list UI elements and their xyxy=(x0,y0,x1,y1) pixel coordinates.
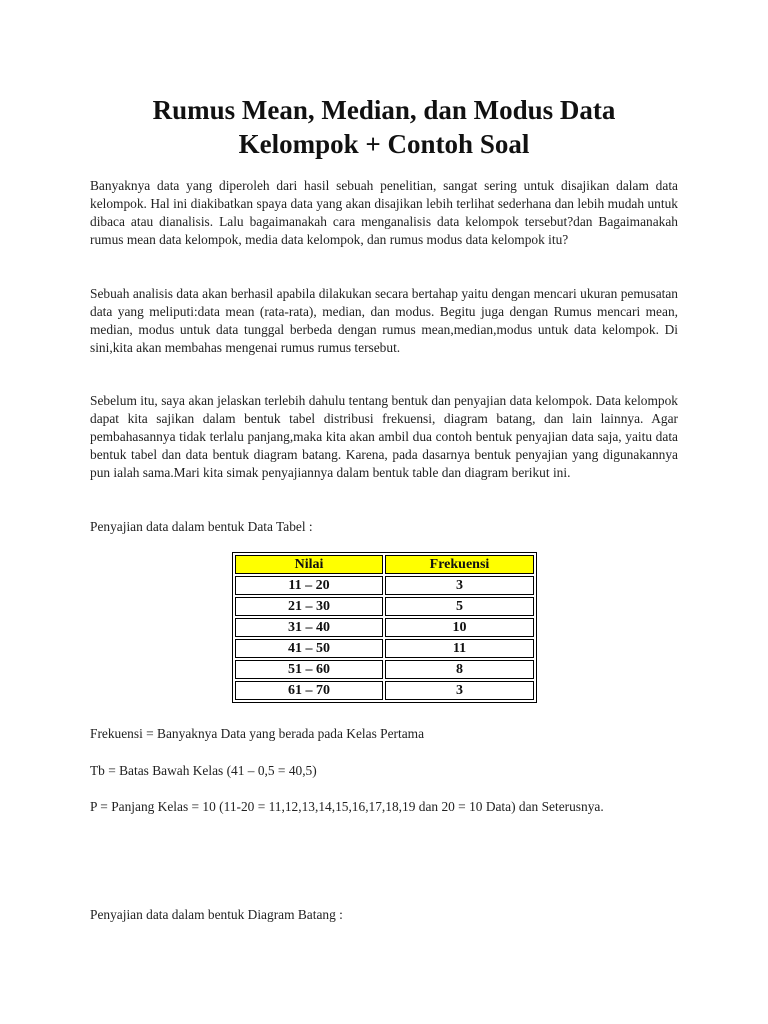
table-header-row xyxy=(235,555,534,574)
paragraph-analisis: Sebuah analisis data akan berhasil apabila dilakukan secara bertahap yaitu dengan mencari ukuran pemusatan data yang meliputi:data mean (rata-rata), median, dan modus. Begitu juga dengan Rumus mencari mean, median, modus untuk data tunggal berbeda dengan rumus mean,median,modus untuk data kelompok. Di sini,kita akan membahas mengenai rumus rumus tersebut. xyxy=(90,286,678,355)
diagram-intro-text: Penyajian data dalam bentuk Diagram Batang : xyxy=(90,907,343,922)
cell-frekuensi: 10 xyxy=(385,618,534,637)
note-panjang-kelas: P = Panjang Kelas = 10 (11-20 = 11,12,13,14,15,16,17,18,19 dan 20 = 10 Data) dan Seterusnya. xyxy=(90,799,604,814)
header-nilai: Nilai xyxy=(235,555,383,574)
table-row xyxy=(235,576,534,595)
cell-frekuensi: 11 xyxy=(385,639,534,658)
cell-frekuensi: 8 xyxy=(385,660,534,679)
frequency-table xyxy=(232,552,537,703)
cell-frekuensi: 3 xyxy=(385,681,534,700)
cell-nilai: 11 – 20 xyxy=(235,576,383,595)
cell-nilai: 61 – 70 xyxy=(235,681,383,700)
table-row xyxy=(235,660,534,679)
table-row xyxy=(235,681,534,700)
paragraph-intro: Banyaknya data yang diperoleh dari hasil sebuah penelitian, sangat sering untuk disajikan dalam data kelompok. Hal ini diakibatkan spaya data yang akan disajikan lebih terlihat sederhana dan lebih mudah untuk dibaca atau dianalisis. Lalu bagaimanakah cara menganalisis data kelompok tersebut?dan Bagaimanakah rumus mean data kelompok, media data kelompok, dan rumus modus data kelompok itu? xyxy=(90,178,678,247)
table-row xyxy=(235,597,534,616)
cell-nilai: 41 – 50 xyxy=(235,639,383,658)
page-title xyxy=(90,93,678,161)
note-frekuensi: Frekuensi = Banyaknya Data yang berada pada Kelas Pertama xyxy=(90,726,425,741)
header-frekuensi: Frekuensi xyxy=(385,555,534,574)
cell-frekuensi: 3 xyxy=(385,576,534,595)
title-line-1: Rumus Mean, Median, dan Modus Data xyxy=(152,95,616,125)
title-line-2: Kelompok + Contoh Soal xyxy=(238,129,530,159)
table-row xyxy=(235,639,534,658)
paragraph-penyajian: Sebelum itu, saya akan jelaskan terlebih dahulu tentang bentuk dan penyajian data kelompok. Data kelompok dapat kita sajikan dalam bentuk tabel distribusi frekuensi, diagram batang, dan lain lainnya. Agar pembahasannya tidak terlalu panjang,maka kita akan ambil dua contoh bentuk penyajian data saja, yaitu data bentuk tabel dan data bentuk diagram batang. Karena, pada dasarnya bentuk penyajian yang digunakannya pun ialah sama.Mari kita simak penyajiannya dalam bentuk table dan diagram berikut ini. xyxy=(90,393,678,480)
cell-nilai: 21 – 30 xyxy=(235,597,383,616)
table-row xyxy=(235,618,534,637)
cell-frekuensi: 5 xyxy=(385,597,534,616)
cell-nilai: 51 – 60 xyxy=(235,660,383,679)
tabel-intro-text: Penyajian data dalam bentuk Data Tabel : xyxy=(90,519,313,534)
cell-nilai: 31 – 40 xyxy=(235,618,383,637)
note-batas-bawah: Tb = Batas Bawah Kelas (41 – 0,5 = 40,5) xyxy=(90,763,317,778)
